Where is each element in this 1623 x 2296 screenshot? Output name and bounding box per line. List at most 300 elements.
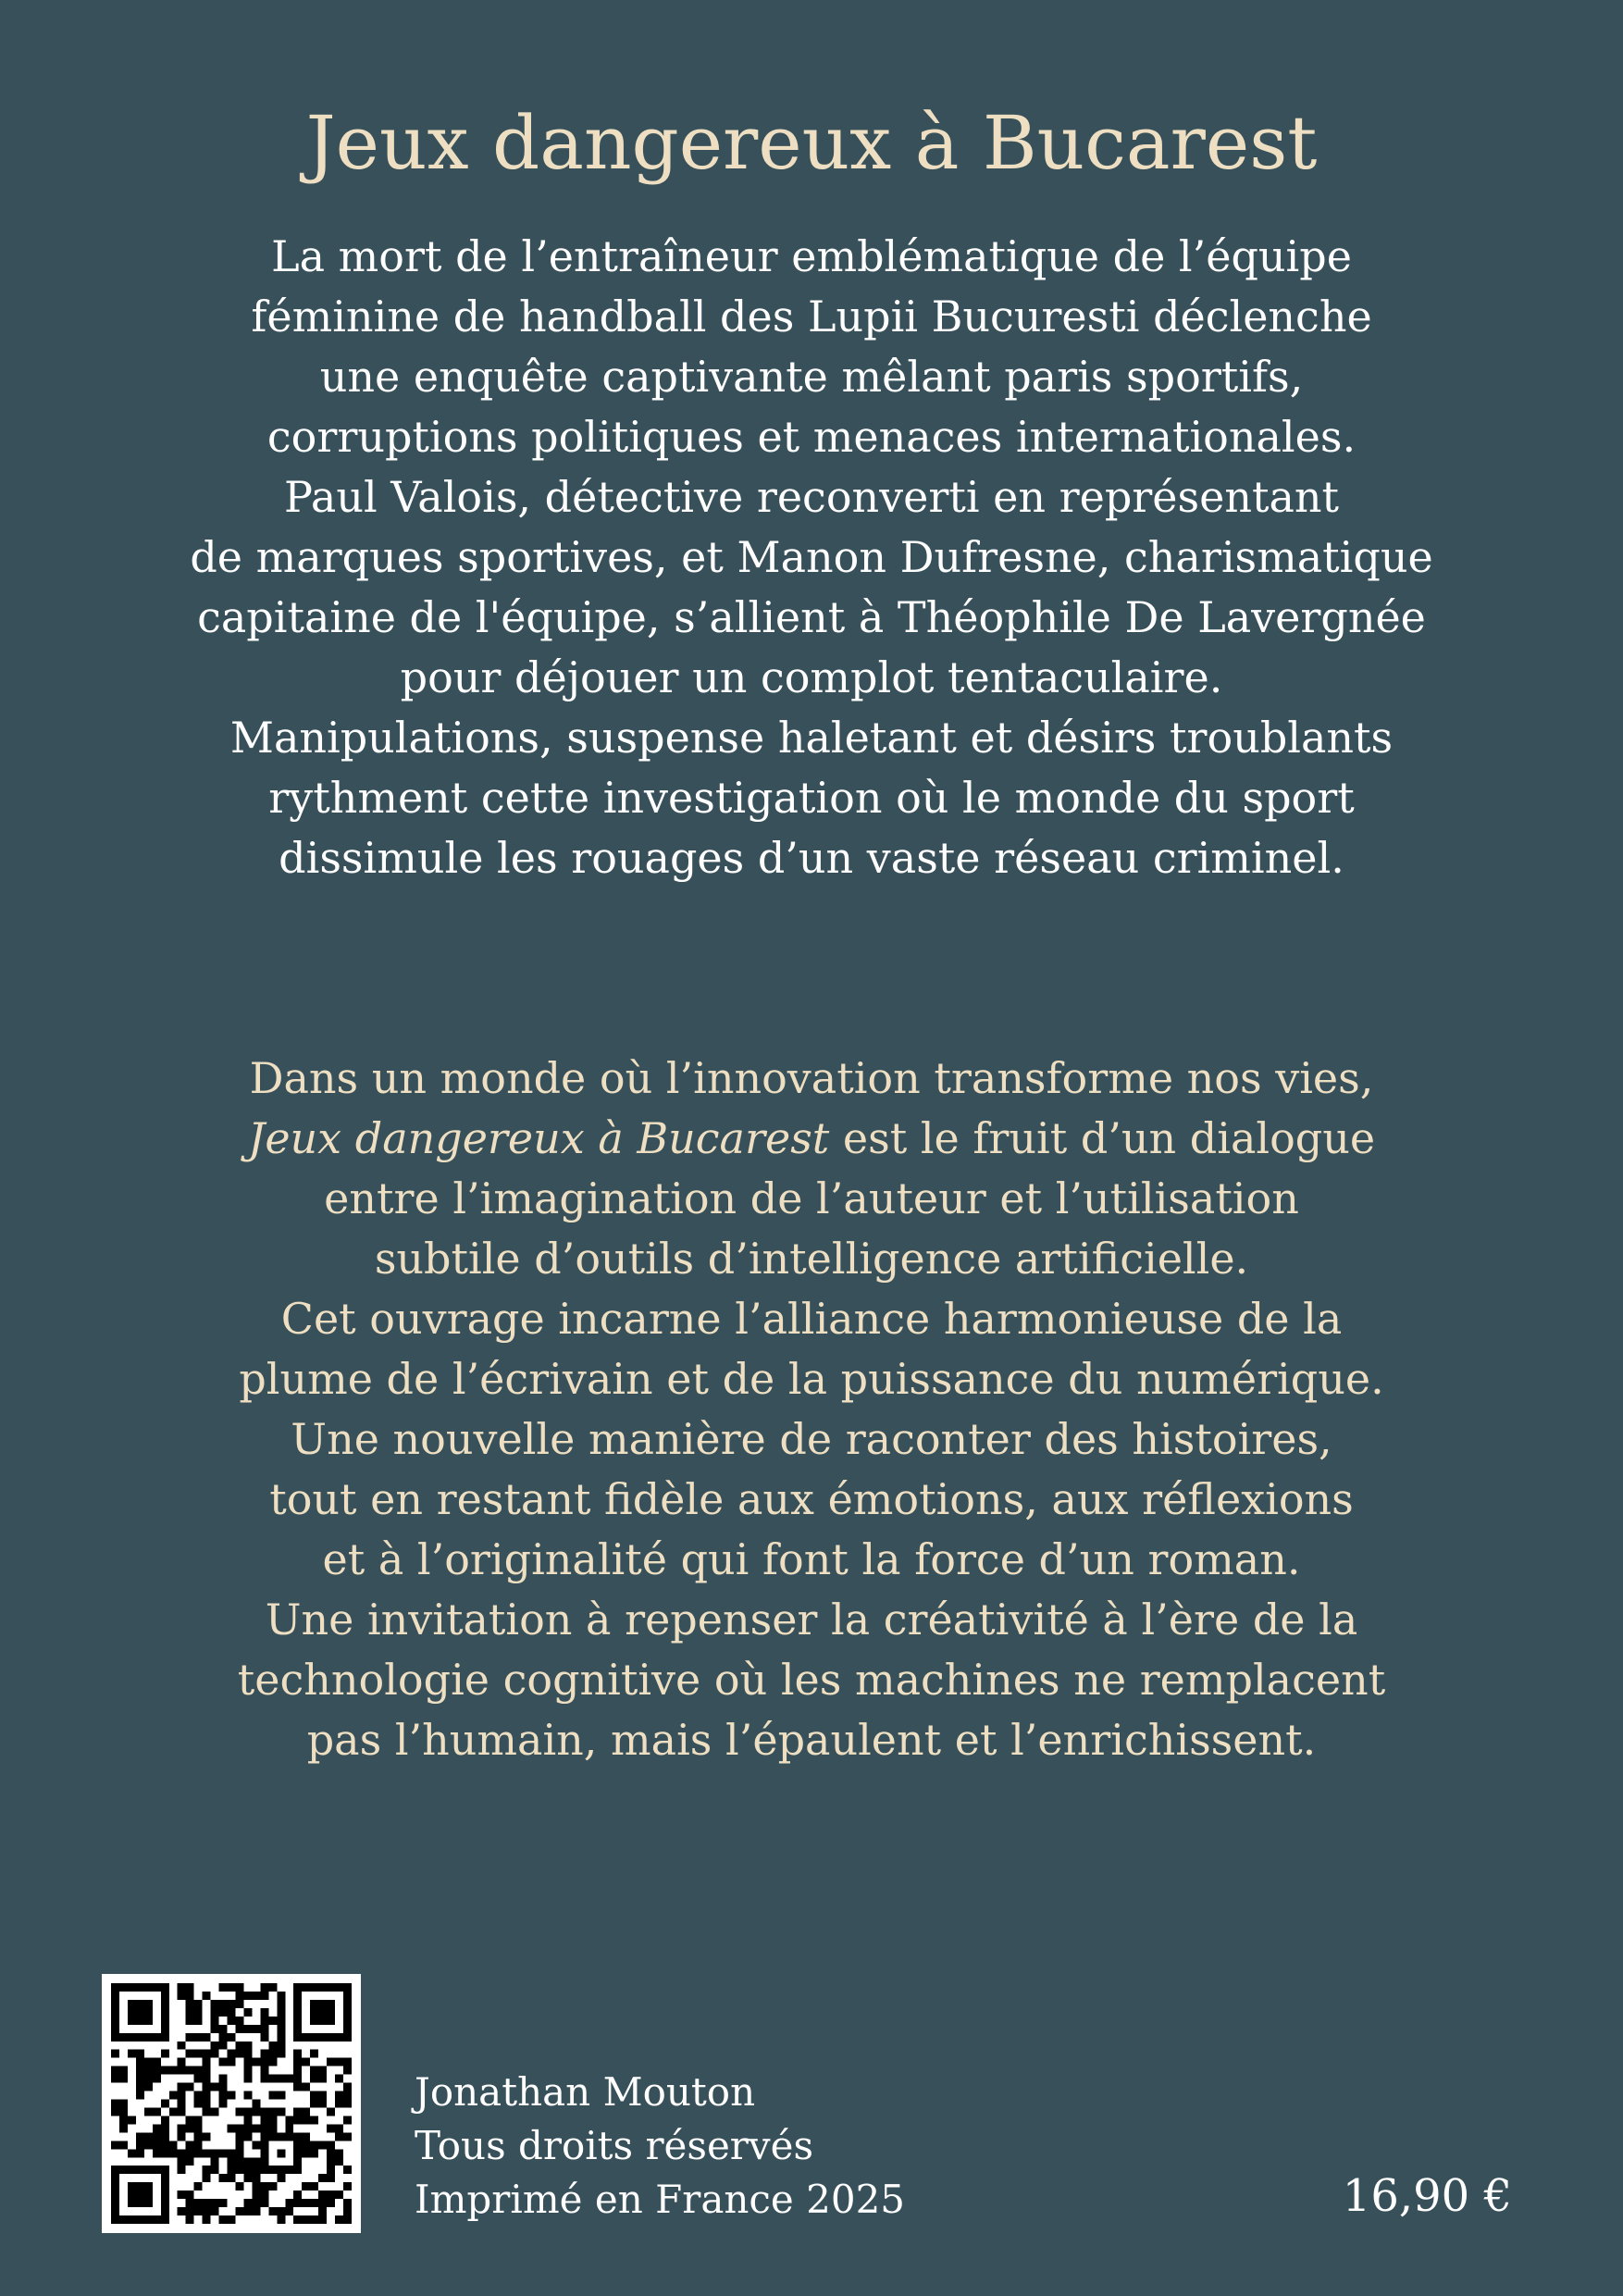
qr-module [111, 2100, 119, 2108]
qr-module [285, 2124, 293, 2132]
qr-module [293, 2025, 302, 2033]
qr-module [235, 2017, 243, 2025]
qr-module [260, 2132, 268, 2141]
qr-module [293, 2149, 302, 2157]
qr-module [293, 2215, 302, 2224]
qr-module [293, 2000, 302, 2008]
qr-module [335, 2058, 343, 2066]
qr-module [228, 2149, 236, 2157]
qr-module [268, 2075, 277, 2083]
qr-module [119, 2124, 128, 2132]
qr-module [203, 2149, 211, 2157]
qr-module [119, 2166, 128, 2174]
qr-module [310, 2050, 318, 2058]
qr-module [161, 1983, 169, 1992]
qr-module [153, 2141, 161, 2149]
qr-module [293, 1983, 302, 1992]
qr-module [260, 2058, 268, 2066]
qr-module [293, 2157, 302, 2166]
qr-module [161, 2066, 169, 2075]
qr-module [211, 2157, 219, 2166]
qr-module [302, 2083, 310, 2091]
qr-module [144, 2215, 153, 2224]
qr-module [268, 2132, 277, 2141]
qr-module [318, 2066, 327, 2075]
qr-module [219, 2000, 228, 2008]
qr-module [252, 2174, 260, 2182]
qr-module [335, 2157, 343, 2166]
qr-module [144, 2132, 153, 2141]
qr-module [161, 2199, 169, 2207]
qr-module [194, 2033, 203, 2042]
qr-module [293, 1992, 302, 2000]
qr-module [161, 2149, 169, 2157]
qr-module [153, 2107, 161, 2116]
qr-module [310, 2066, 318, 2075]
qr-module [260, 2075, 268, 2083]
qr-module [343, 2182, 352, 2191]
qr-module [302, 2199, 310, 2207]
qr-module [119, 2107, 128, 2116]
qr-module [178, 2107, 186, 2116]
qr-module [153, 2058, 161, 2066]
qr-module [235, 2025, 243, 2033]
qr-module [169, 2066, 178, 2075]
qr-module [277, 2149, 285, 2157]
qr-module [243, 1992, 252, 2000]
qr-module [136, 2000, 144, 2008]
qr-module [228, 2215, 236, 2224]
qr-module [111, 2017, 119, 2025]
qr-module [327, 2191, 335, 2199]
qr-module [169, 2149, 178, 2157]
qr-module [235, 2132, 243, 2141]
qr-module [203, 2066, 211, 2075]
qr-module [327, 2107, 335, 2116]
qr-module [252, 2100, 260, 2108]
note-line [0, 1109, 1623, 1169]
qr-module [194, 2149, 203, 2157]
qr-module [243, 2166, 252, 2174]
qr-module [119, 2100, 128, 2108]
qr-module [277, 2207, 285, 2215]
qr-module [203, 2132, 211, 2141]
qr-module [111, 2033, 119, 2042]
qr-module [219, 2100, 228, 2108]
qr-module [243, 2174, 252, 2182]
qr-module [211, 2017, 219, 2025]
qr-module [268, 1983, 277, 1992]
qr-module [243, 2124, 252, 2132]
qr-module [327, 2000, 335, 2008]
qr-module [260, 2017, 268, 2025]
qr-module [327, 2174, 335, 2182]
qr-module [318, 2000, 327, 2008]
qr-module [144, 2182, 153, 2191]
qr-module [293, 2033, 302, 2042]
note-line: Une nouvelle manière de raconter des histoires, [291, 1414, 1332, 1464]
qr-module [235, 2149, 243, 2157]
qr-module [327, 2008, 335, 2017]
qr-module [211, 2107, 219, 2116]
qr-module [310, 2017, 318, 2025]
synopsis-line: Paul Valois, détective reconverti en représentant [284, 472, 1339, 522]
qr-module [318, 2207, 327, 2215]
qr-module [161, 2000, 169, 2008]
qr-module [178, 2207, 186, 2215]
qr-module [285, 2207, 293, 2215]
qr-module [310, 2182, 318, 2191]
qr-module [128, 2017, 136, 2025]
qr-module [285, 2132, 293, 2141]
qr-module [186, 2000, 194, 2008]
qr-module [268, 2166, 277, 2174]
qr-module [161, 2050, 169, 2058]
qr-module [219, 2174, 228, 2182]
qr-module [310, 2000, 318, 2008]
qr-code[interactable] [102, 1974, 361, 2233]
qr-module [203, 2107, 211, 2116]
qr-module [327, 2199, 335, 2207]
qr-module [136, 1983, 144, 1992]
qr-module [343, 2017, 352, 2025]
qr-module [161, 2017, 169, 2025]
qr-module [327, 2017, 335, 2025]
qr-module [136, 2033, 144, 2042]
qr-module [153, 2215, 161, 2224]
qr-module [310, 2033, 318, 2042]
qr-module [310, 2008, 318, 2017]
qr-module [136, 2066, 144, 2075]
qr-module [111, 2199, 119, 2207]
qr-module [327, 2166, 335, 2174]
qr-module [235, 2124, 243, 2132]
qr-module [235, 2166, 243, 2174]
qr-module [136, 2008, 144, 2017]
qr-module [285, 2116, 293, 2124]
qr-module [186, 2116, 194, 2124]
qr-module [318, 2191, 327, 2199]
qr-module [211, 2050, 219, 2058]
qr-module [285, 2166, 293, 2174]
qr-module [285, 2199, 293, 2207]
qr-module [186, 2191, 194, 2199]
qr-module [211, 2207, 219, 2215]
qr-module [318, 2091, 327, 2100]
qr-module [186, 2033, 194, 2042]
qr-module [228, 2050, 236, 2058]
qr-module [178, 2157, 186, 2166]
qr-module [277, 2050, 285, 2058]
qr-module [268, 2017, 277, 2025]
qr-module [119, 1983, 128, 1992]
qr-module [153, 2066, 161, 2075]
note-line: entre l’imagination de l’auteur et l’utilisation [324, 1173, 1299, 1223]
qr-module [343, 2215, 352, 2224]
qr-module [252, 2107, 260, 2116]
qr-module [277, 2091, 285, 2100]
qr-module [335, 2132, 343, 2141]
qr-module [211, 2166, 219, 2174]
qr-module [335, 2075, 343, 2083]
qr-module [268, 2124, 277, 2132]
qr-module [144, 2000, 153, 2008]
qr-module [310, 2100, 318, 2108]
qr-module [203, 2174, 211, 2182]
qr-module [252, 2191, 260, 2199]
qr-module [243, 2091, 252, 2100]
qr-module [219, 2042, 228, 2050]
qr-module [302, 2132, 310, 2141]
qr-module [277, 2075, 285, 2083]
qr-module [343, 2116, 352, 2124]
synopsis-line: capitaine de l'équipe, s’allient à Théophile De Lavergnée [197, 592, 1426, 642]
qr-module [318, 2075, 327, 2083]
qr-module [235, 2050, 243, 2058]
qr-module [260, 2182, 268, 2191]
qr-module [203, 1992, 211, 2000]
qr-module [302, 2149, 310, 2157]
qr-module [144, 2017, 153, 2025]
qr-module [111, 2075, 119, 2083]
qr-module [144, 2107, 153, 2116]
qr-module [178, 2058, 186, 2066]
qr-module [153, 2033, 161, 2042]
qr-module [119, 2066, 128, 2075]
qr-module [194, 2050, 203, 2058]
qr-module [277, 2042, 285, 2050]
qr-module [136, 2141, 144, 2149]
qr-module [161, 2100, 169, 2108]
qr-module [211, 2149, 219, 2157]
qr-module [186, 2050, 194, 2058]
synopsis-line: une enquête captivante mêlant paris sportifs, [319, 352, 1304, 402]
qr-module [128, 2182, 136, 2191]
qr-module [219, 2149, 228, 2157]
qr-module [318, 2174, 327, 2182]
qr-module [343, 2008, 352, 2017]
qr-module [219, 2199, 228, 2207]
qr-module [211, 2000, 219, 2008]
qr-module [136, 2182, 144, 2191]
qr-module [211, 2083, 219, 2091]
qr-module [111, 2050, 119, 2058]
qr-module [318, 2008, 327, 2017]
qr-module [203, 2083, 211, 2091]
qr-module [136, 2091, 144, 2100]
qr-module [203, 2058, 211, 2066]
qr-module [203, 2050, 211, 2058]
qr-module [186, 2017, 194, 2025]
qr-module [293, 2017, 302, 2025]
qr-module [228, 2033, 236, 2042]
qr-module [343, 1983, 352, 1992]
note-line: tout en restant fidèle aux émotions, aux réflexions [269, 1474, 1354, 1524]
qr-module [277, 2017, 285, 2025]
qr-module [178, 2124, 186, 2132]
qr-module [243, 2075, 252, 2083]
qr-module [293, 2132, 302, 2141]
qr-module [335, 2191, 343, 2199]
qr-module [178, 2066, 186, 2075]
qr-module [335, 2033, 343, 2042]
qr-module [136, 2083, 144, 2091]
qr-module [335, 2124, 343, 2132]
qr-module [277, 2215, 285, 2224]
qr-module [302, 2033, 310, 2042]
qr-module [194, 2116, 203, 2124]
qr-module [335, 2149, 343, 2157]
synopsis-line: pour déjouer un complot tentaculaire. [400, 652, 1223, 702]
qr-module [243, 2058, 252, 2066]
qr-module [228, 2124, 236, 2132]
qr-module [302, 2107, 310, 2116]
qr-module [128, 2215, 136, 2224]
qr-module [194, 2000, 203, 2008]
qr-module [194, 2066, 203, 2075]
qr-module [260, 2124, 268, 2132]
qr-module [260, 2008, 268, 2017]
qr-module [111, 2191, 119, 2199]
credits [415, 2066, 905, 2227]
qr-module [144, 2191, 153, 2199]
qr-module [119, 2141, 128, 2149]
qr-module [327, 1983, 335, 1992]
qr-module [194, 2141, 203, 2149]
qr-module [128, 2149, 136, 2157]
qr-module [228, 2008, 236, 2017]
qr-module [293, 2199, 302, 2207]
print-notice: Imprimé en France 2025 [415, 2177, 906, 2222]
qr-module [186, 2008, 194, 2017]
qr-module [211, 2025, 219, 2033]
qr-module [228, 2157, 236, 2166]
qr-module [243, 2025, 252, 2033]
qr-module [144, 2166, 153, 2174]
qr-module [211, 2008, 219, 2017]
qr-module [136, 2132, 144, 2141]
qr-module [178, 2149, 186, 2157]
qr-module [243, 2116, 252, 2124]
qr-module [243, 2042, 252, 2050]
qr-module [219, 2033, 228, 2042]
qr-module [111, 2141, 119, 2149]
note-line: plume de l’écrivain et de la puissance du numérique. [239, 1354, 1384, 1404]
qr-module [136, 2058, 144, 2066]
qr-module [243, 2207, 252, 2215]
qr-module [111, 2207, 119, 2215]
qr-module [277, 2174, 285, 2182]
qr-module [293, 2166, 302, 2174]
note-line: technologie cognitive où les machines ne remplacent [237, 1655, 1386, 1705]
qr-module [144, 2066, 153, 2075]
ai-note [0, 1049, 1623, 1770]
qr-module [144, 2083, 153, 2091]
qr-module [169, 2091, 178, 2100]
qr-module [153, 1983, 161, 1992]
qr-module [252, 2141, 260, 2149]
qr-module [186, 2215, 194, 2224]
qr-module [243, 2008, 252, 2017]
qr-module [235, 1992, 243, 2000]
rights-notice: Tous droits réservés [415, 2123, 814, 2168]
qr-module [161, 1992, 169, 2000]
qr-module [128, 2000, 136, 2008]
qr-module [310, 2215, 318, 2224]
qr-module [194, 2100, 203, 2108]
qr-module [327, 2149, 335, 2157]
qr-module [235, 2042, 243, 2050]
qr-module [161, 2215, 169, 2224]
qr-module [302, 2116, 310, 2124]
qr-module [318, 2033, 327, 2042]
qr-module [318, 1983, 327, 1992]
qr-module [252, 2025, 260, 2033]
qr-module [136, 2191, 144, 2199]
qr-module [343, 2100, 352, 2108]
qr-module [318, 2017, 327, 2025]
synopsis-line: de marques sportives, et Manon Dufresne, charismatique [190, 532, 1433, 582]
qr-module [243, 2107, 252, 2116]
qr-module [277, 1992, 285, 2000]
qr-module [293, 2066, 302, 2075]
qr-module [252, 1992, 260, 2000]
qr-module [178, 2083, 186, 2091]
qr-module [144, 2075, 153, 2083]
qr-module [178, 2191, 186, 2199]
qr-module [343, 2025, 352, 2033]
qr-module [252, 2182, 260, 2191]
qr-module [343, 2000, 352, 2008]
qr-module [252, 2166, 260, 2174]
qr-module [203, 2091, 211, 2100]
qr-module [128, 2191, 136, 2199]
note-title-italic: Jeux dangereux à Bucarest [247, 1113, 830, 1163]
qr-module [169, 2107, 178, 2116]
qr-module [128, 2166, 136, 2174]
qr-module [111, 1983, 119, 1992]
qr-module [343, 2199, 352, 2207]
qr-module [327, 2058, 335, 2066]
qr-module [318, 2199, 327, 2207]
qr-module [203, 2075, 211, 2083]
qr-module [119, 2215, 128, 2224]
qr-module [277, 2132, 285, 2141]
qr-module [203, 2166, 211, 2174]
qr-module [252, 2058, 260, 2066]
qr-module [293, 2050, 302, 2058]
qr-module [119, 2116, 128, 2124]
note-line: Cet ouvrage incarne l’alliance harmonieuse de la [280, 1294, 1343, 1344]
qr-module [228, 1983, 236, 1992]
qr-module [285, 2075, 293, 2083]
qr-module [111, 2025, 119, 2033]
qr-module [111, 2215, 119, 2224]
qr-module [144, 1983, 153, 1992]
qr-module [228, 2091, 236, 2100]
qr-module [128, 2008, 136, 2017]
qr-module [203, 2033, 211, 2042]
qr-module [128, 2050, 136, 2058]
qr-module [268, 2207, 277, 2215]
qr-module [327, 2157, 335, 2166]
qr-module [161, 2191, 169, 2199]
note-line: et à l’originalité qui font la force d’un roman. [322, 1534, 1301, 1584]
qr-module [111, 2066, 119, 2075]
qr-module [235, 2207, 243, 2215]
qr-module [268, 2058, 277, 2066]
qr-module [318, 2100, 327, 2108]
